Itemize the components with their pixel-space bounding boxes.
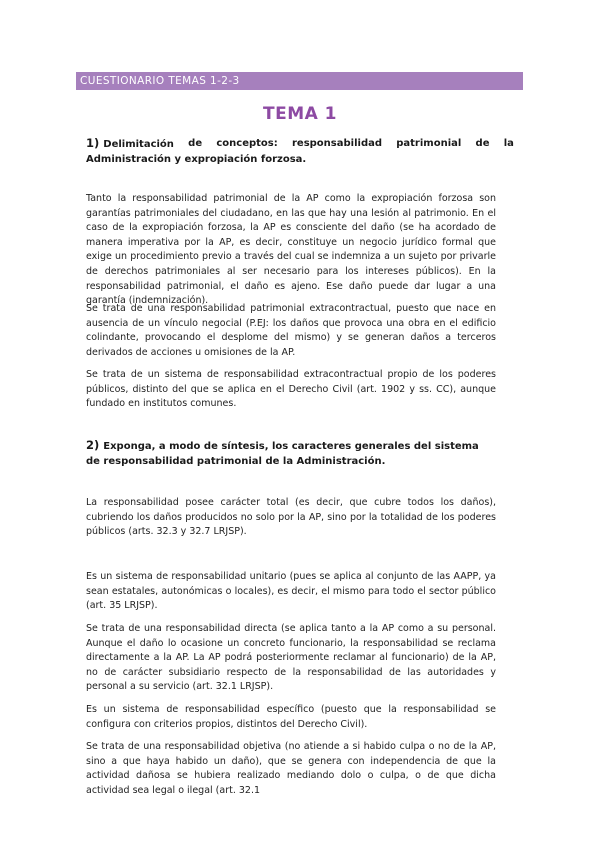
paragraph: Se trata de una responsabilidad directa (se aplica tanto a la AP como a su personal. Aunque el daño lo ocasione un concreto funcionario, la responsabilidad se reclama directamente a la AP. La AP podrá posteriormente reclamar al funcionario) de la AP, no de carácter subsidiario respecto de la responsabilidad de las autoridades y personal a su servicio (art. 32.1 LRJSP). xyxy=(86,623,496,693)
tema-title: TEMA 1 xyxy=(262,104,338,124)
paragraph: Es un sistema de responsabilidad unitario (pues se aplica al conjunto de las AAPP, ya sean estatales, autonómicas o locales), es decir, el mismo para todo el sector público (art. 35 LRJSP). xyxy=(86,571,496,612)
question-1-line-1 xyxy=(86,136,514,152)
question-1-word: conceptos: xyxy=(216,138,278,149)
question-2-number: 2) xyxy=(86,438,100,452)
question-1 xyxy=(86,136,514,167)
paragraph: La responsabilidad posee carácter total (es decir, que cubre todos los daños), cubriendo los daños producidos no solo por la AP, sino por la totalidad de los poderes públicos (arts. 32.3 y 32.7 LRJSP). xyxy=(86,497,496,538)
paragraph: Tanto la responsabilidad patrimonial de la AP como la expropiación forzosa son garantías patrimoniales del ciudadano, en las que hay una lesión al patrimonio. En el caso de la expropiación forzosa, la AP es consciente del daño (se ha acordado de manera imperativa por la AP, es decir, constituye un negocio jurídico formal que exige un procedimiento previo a través del cual se indemniza a un sujeto por privarle de derechos patrimoniales al ser necesario para los intereses públicos). En la responsabilidad patrimonial, el daño es ajeno. Ese daño puede dar lugar a una garantía (indemnización). xyxy=(86,193,496,307)
paragraph: Se trata de un sistema de responsabilidad extracontractual propio de los poderes públicos, distinto del que se aplica en el Derecho Civil (art. 1902 y ss. CC), aunque fundado en institutos comunes. xyxy=(86,369,496,410)
question-1-word: la xyxy=(503,138,514,149)
question-1-number: 1) xyxy=(86,136,100,150)
question-1-word: Delimitación xyxy=(103,139,174,150)
paragraph: Es un sistema de responsabilidad específico (puesto que la responsabilidad se configura con criterios propios, distintos del Derecho Civil). xyxy=(86,704,496,730)
question-1-word: de xyxy=(475,138,490,149)
question-2-text: Exponga, a modo de síntesis, los caracteres generales del sistema de responsabilidad patrimonial de la Administración. xyxy=(86,441,479,467)
section-header-bar xyxy=(76,72,523,90)
paragraph: Se trata de una responsabilidad patrimonial extracontractual, puesto que nace en ausencia de un vínculo negocial (P.EJ: los daños que provoca una obra en el edificio colindante, provocando el desplome del mismo) y se generan daños a terceros derivados de acciones u omisiones de la AP. xyxy=(86,303,496,358)
paragraph: Se trata de una responsabilidad objetiva (no atiende a si habido culpa o no de la AP, sino a que haya habido un daño), que se genera con independencia de que la actividad dañosa se hubiera realizado mediando dolo o culpa, o de que dicha actividad sea legal o ilegal (art. 32.1 xyxy=(86,741,496,796)
question-1-word: responsabilidad xyxy=(291,138,383,149)
section-header-label: CUESTIONARIO TEMAS 1-2-3 xyxy=(80,75,240,87)
question-2 xyxy=(86,438,496,469)
question-1-word: patrimonial xyxy=(396,138,462,149)
question-1-word: de xyxy=(188,138,203,149)
question-1-line-2: Administración y expropiación forzosa. xyxy=(86,154,307,165)
